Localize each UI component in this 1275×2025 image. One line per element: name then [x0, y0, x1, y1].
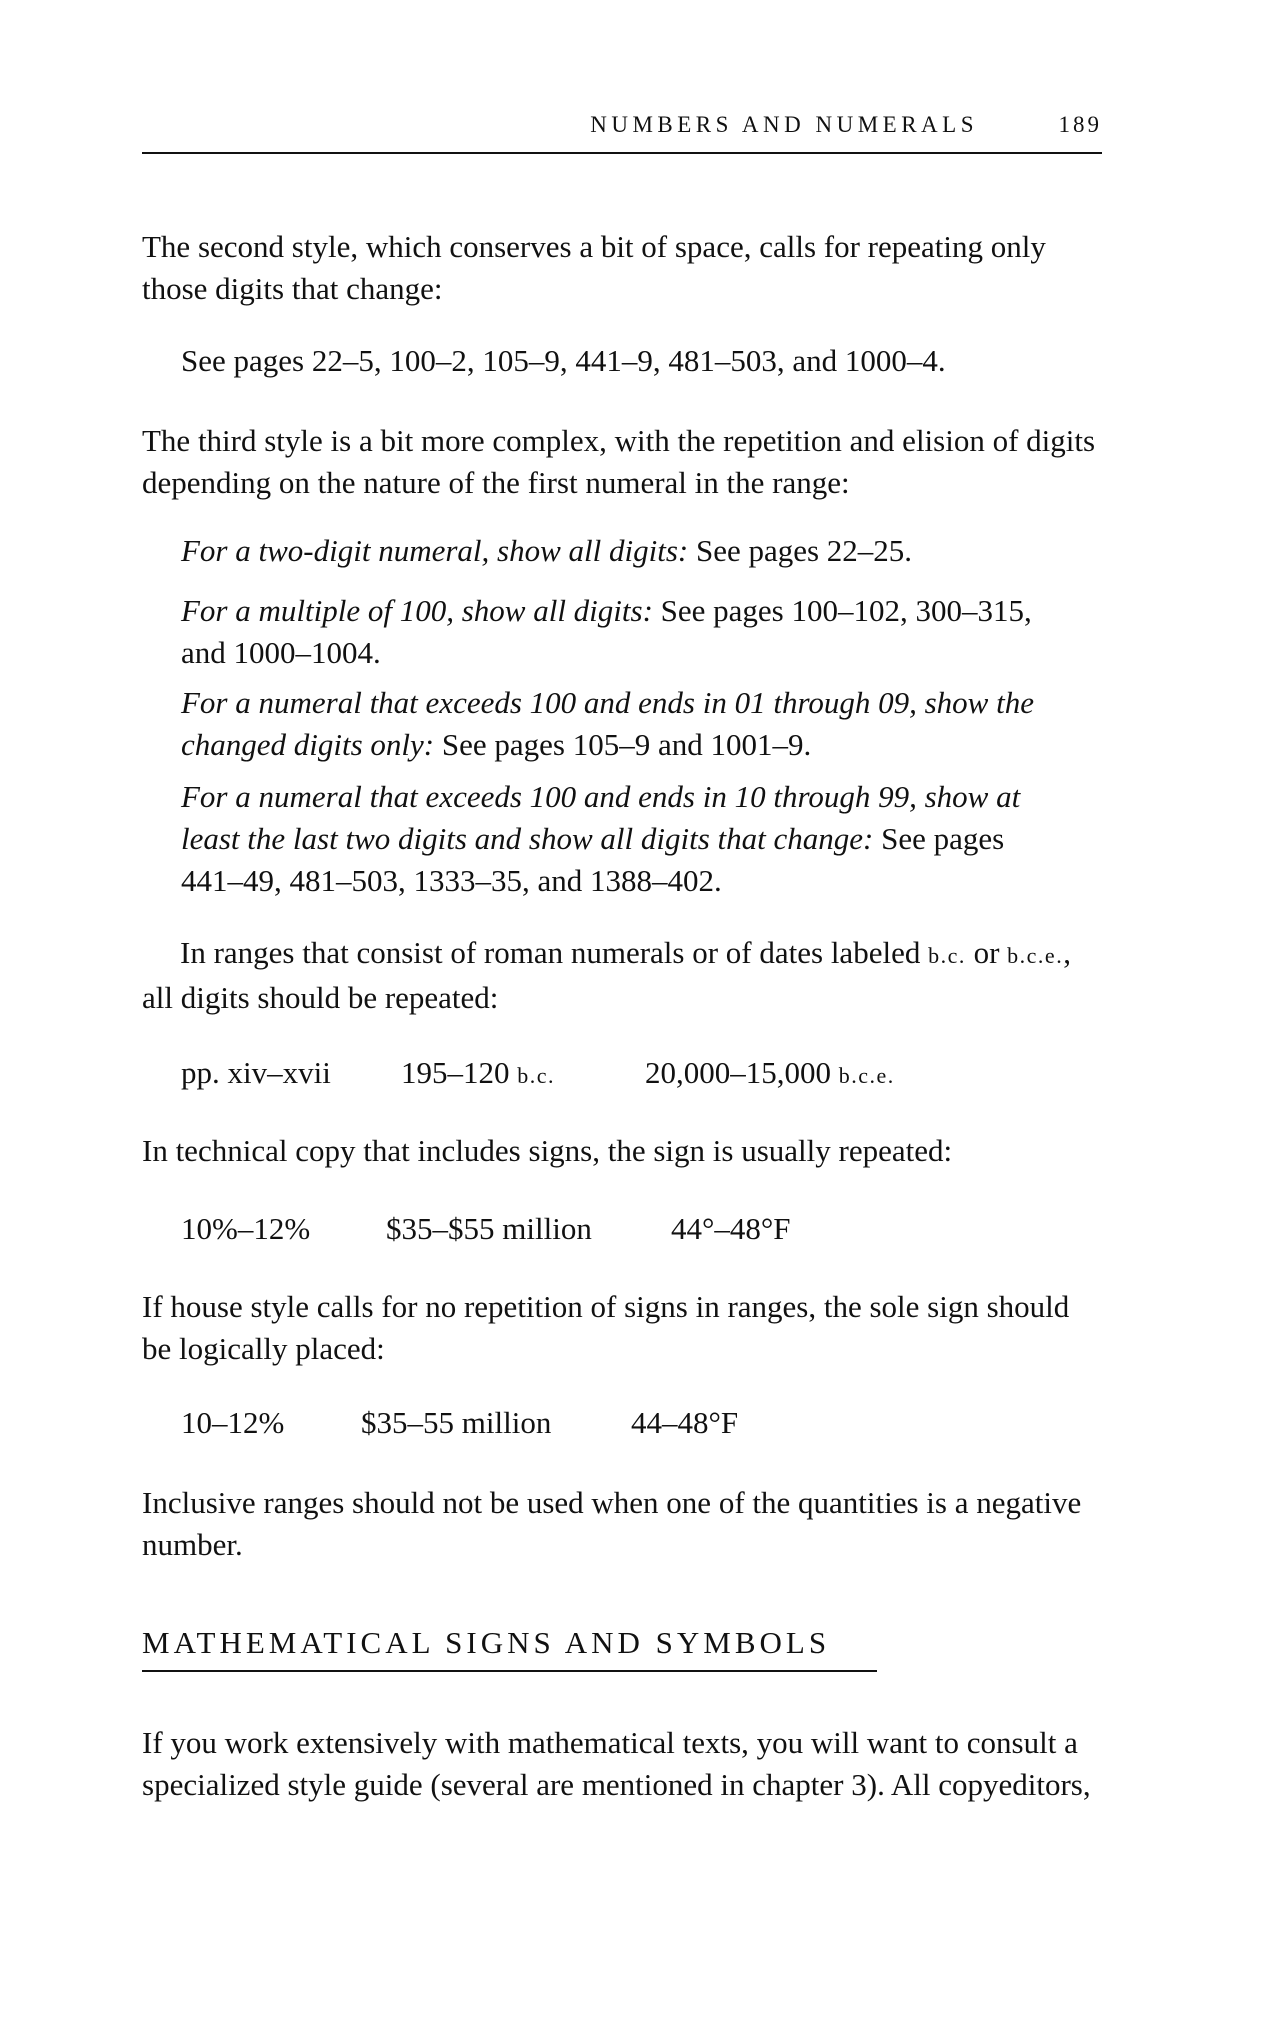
paragraph-third-style: The third style is a bit more complex, with the repetition and elision of digits depending on the nature of the first numeral in the range:: [142, 423, 1096, 500]
paragraph-second-style: The second style, which conserves a bit of space, calls for repeating only those digits that change:: [142, 229, 1046, 306]
text-run: or: [965, 935, 1008, 970]
paragraph-house-style: If house style calls for no repetition of signs in ranges, the sole sign should be logically placed:: [142, 1289, 1070, 1366]
rule-example: See pages 22–25.: [688, 533, 913, 568]
rule-10-through-99: [181, 776, 1041, 902]
paragraph-technical-copy: In technical copy that includes signs, the sign is usually repeated:: [142, 1133, 953, 1168]
rule-two-digit: [181, 530, 1081, 572]
example-dollars: $35–55 million: [361, 1405, 552, 1440]
rule-example: See pages 441–49, 481–503, 1333–35, and 1388–402.: [181, 821, 1005, 898]
paragraph-mathematical-texts: If you work extensively with mathematical texts, you will want to consult a specialized style guide (several are mentioned in chapter 3). All copyeditors,: [142, 1725, 1091, 1802]
examples-repeated-digits: [181, 1052, 1081, 1094]
rule-example: See pages 100–102, 300–315, and 1000–1004.: [181, 593, 1032, 670]
example-bce-number: 20,000–15,000: [645, 1055, 839, 1090]
rule-label: For a numeral that exceeds 100 and ends in 01 through 09, show the changed digits only:: [181, 685, 1034, 762]
example-percent: 10–12%: [181, 1405, 285, 1440]
era-bc: b.c.: [517, 1063, 556, 1088]
rule-example: See pages 105–9 and 1001–9.: [434, 727, 812, 762]
example-roman: pp. xiv–xvii: [181, 1055, 331, 1090]
text-run: In ranges that consist of roman numerals or of dates labeled: [180, 935, 929, 970]
rule-label: For a multiple of 100, show all digits:: [181, 593, 653, 628]
examples-repeated-signs: [181, 1208, 1081, 1250]
example-second-style: See pages 22–5, 100–2, 105–9, 441–9, 481–503, and 1000–4.: [181, 343, 946, 378]
example-bc: [401, 1052, 555, 1097]
era-bce: b.c.e.: [838, 1063, 895, 1088]
rule-01-through-09: [181, 682, 1041, 766]
rule-label: For a numeral that exceeds 100 and ends in 10 through 99, show at least the last two digits and show all digits that change:: [181, 779, 1021, 856]
running-head-title: NUMBERS AND NUMERALS: [590, 112, 978, 137]
example-percent: 10%–12%: [181, 1211, 311, 1246]
page-number: 189: [1058, 112, 1102, 137]
paragraph-roman-numerals: [142, 932, 1102, 1019]
era-bc: b.c.: [928, 943, 966, 968]
example-degrees: 44–48°F: [631, 1405, 739, 1440]
example-dollars: $35–$55 million: [386, 1211, 592, 1246]
text-run: , all digits should be repeated:: [142, 935, 1071, 1015]
paragraph-negative-numbers: Inclusive ranges should not be used when one of the quantities is a negative number.: [142, 1485, 1082, 1562]
era-bce: b.c.e.: [1007, 943, 1064, 968]
section-heading: MATHEMATICAL SIGNS AND SYMBOLS: [142, 1622, 877, 1672]
example-bce: [645, 1052, 895, 1097]
rule-label: For a two-digit numeral, show all digits:: [181, 533, 689, 568]
example-bc-number: 195–120: [401, 1055, 518, 1090]
examples-sole-sign: [181, 1402, 1081, 1444]
example-degrees: 44°–48°F: [671, 1211, 791, 1246]
running-head: [142, 112, 1102, 154]
rule-multiple-of-100: [181, 590, 1041, 674]
